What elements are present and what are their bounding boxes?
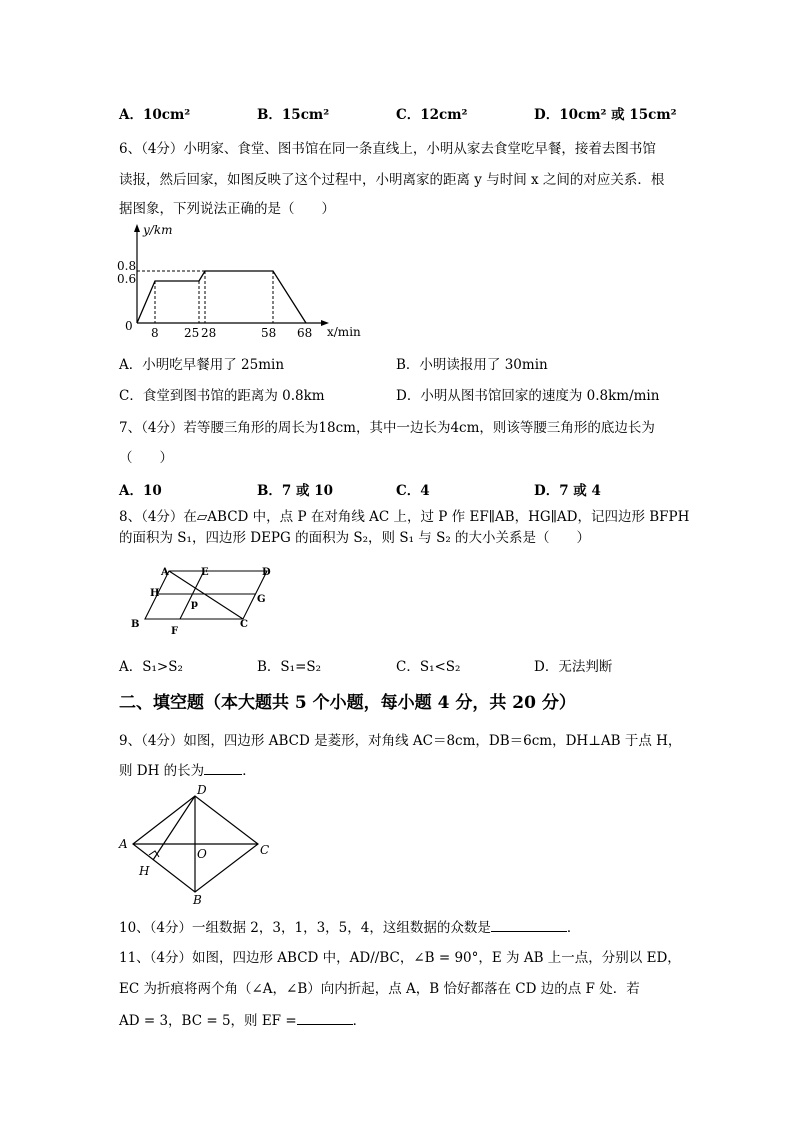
q7-option-b: B．7 或 10 [257, 483, 333, 499]
x-axis-label: x/min [327, 325, 361, 339]
q9-stem-line1: 9、（4分）如图，四边形 ABCD 是菱形，对角线 AC＝8cm，DB＝6cm，DH⊥AB 于点 H， [119, 733, 682, 749]
x-tick-68: 68 [297, 326, 313, 340]
diagonal-ac [169, 571, 243, 619]
segment-dh [153, 796, 195, 860]
q11-stem-line2: EC 为折痕将两个角（∠A，∠B）向内折起，点 A，B 恰好都落在 CD 边的点 F 处．若 [119, 981, 640, 997]
q8-parallelogram-figure [125, 562, 285, 642]
y-axis-label: y/km [143, 223, 173, 237]
x-tick-28: 28 [201, 326, 217, 340]
y-tick-0.6: 0.6 [117, 272, 137, 286]
q8-option-a: A．S₁>S₂ [119, 659, 183, 675]
q11-stem-line3: AD = 3，BC = 5，则 EF = ． [119, 1013, 367, 1029]
q8-options [119, 655, 719, 675]
segment-ef [180, 571, 204, 619]
q6-stem-line2: 读报，然后回家，如图反映了这个过程中，小明离家的距离 y 与时间 x 之间的对应关系．根 [119, 172, 665, 188]
section2-heading: 二、填空题（本大题共 5 个小题，每小题 4 分，共 20 分） [119, 693, 576, 713]
svg-text:H: H [150, 588, 160, 599]
q6-distance-time-graph [115, 222, 375, 344]
q11-answer-blank[interactable] [297, 1024, 353, 1025]
q5-option-a: A．10cm² [119, 107, 191, 123]
svg-text:C: C [260, 843, 270, 857]
q8-stem-line1: 8、（4分）在▱ABCD 中，点 P 在对角线 AC 上，过 P 作 EF∥AB，HG∥AD，记四边形 BFPH [119, 509, 690, 525]
svg-text:G: G [257, 594, 266, 605]
svg-text:O: O [197, 847, 207, 861]
q6-option-d: D．小明从图书馆回家的速度为 0.8km/min [396, 388, 660, 404]
svg-text:A: A [119, 837, 128, 851]
q5-option-c: C．12cm² [396, 107, 468, 123]
svg-text:A: A [161, 567, 169, 578]
q9-rhombus-figure [115, 780, 275, 910]
x-tick-58: 58 [261, 326, 277, 340]
q6-option-b: B．小明读报用了 30min [396, 357, 548, 373]
q10-answer-blank[interactable] [491, 931, 567, 932]
x-tick-25: 25 [184, 326, 200, 340]
q9-answer-blank[interactable] [204, 774, 242, 775]
q6-stem-line3: 据图象，下列说法正确的是（ ） [119, 201, 335, 217]
q6-option-a: A．小明吃早餐用了 25min [119, 357, 285, 373]
right-angle-mark [149, 851, 159, 857]
q6-stem-line1: 6、（4分）小明家、食堂、图书馆在同一条直线上，小明从家去食堂吃早餐，接着去图书馆 [119, 141, 656, 157]
q5-option-d: D．10cm² 或 15cm² [534, 107, 677, 123]
svg-text:D: D [197, 783, 207, 797]
q9-stem-line2: 则 DH 的长为 ． [119, 763, 256, 779]
q6-option-c: C．食堂到图书馆的距离为 0.8km [119, 388, 325, 404]
q11-stem-line1: 11、（4分）如图，四边形 ABCD 中，AD//BC，∠B = 90°，E 为 AB 上一点，分别以 ED， [119, 950, 681, 966]
svg-text:E: E [201, 567, 209, 578]
svg-text:p: p [191, 599, 198, 610]
svg-text:F: F [171, 626, 179, 637]
q6-options-row1 [119, 353, 719, 373]
q8-option-b: B．S₁=S₂ [257, 659, 322, 675]
x-tick-8: 8 [151, 326, 159, 340]
q8-option-c: C．S₁<S₂ [396, 659, 461, 675]
svg-text:B: B [131, 619, 140, 630]
q6-options-row2 [119, 384, 719, 404]
svg-text:C: C [240, 619, 248, 630]
q5-option-b: B．15cm² [257, 107, 330, 123]
distance-curve [137, 271, 306, 323]
q7-options [119, 479, 719, 499]
q8-option-d: D．无法判断 [534, 659, 613, 675]
q10-stem: 10、（4分）一组数据 2，3，1，3，5，4，这组数据的众数是 ． [119, 920, 581, 936]
q7-option-d: D．7 或 4 [534, 483, 601, 499]
svg-text:B: B [193, 893, 202, 907]
y-axis-arrow [134, 224, 140, 232]
svg-text:D: D [262, 567, 271, 578]
q8-stem-line2: 的面积为 S₁，四边形 DEPG 的面积为 S₂，则 S₁ 与 S₂ 的大小关系是（ ） [119, 530, 591, 546]
q5-options [119, 103, 719, 123]
origin-label: 0 [125, 319, 133, 333]
svg-text:H: H [139, 864, 150, 878]
y-tick-0.8: 0.8 [117, 259, 137, 273]
q7-stem-line2: （ ） [119, 450, 173, 466]
q7-option-a: A．10 [119, 483, 162, 499]
q7-stem-line1: 7、（4分）若等腰三角形的周长为18cm，其中一边长为4cm，则该等腰三角形的底边长为 [119, 420, 655, 436]
q7-option-c: C．4 [396, 483, 430, 499]
